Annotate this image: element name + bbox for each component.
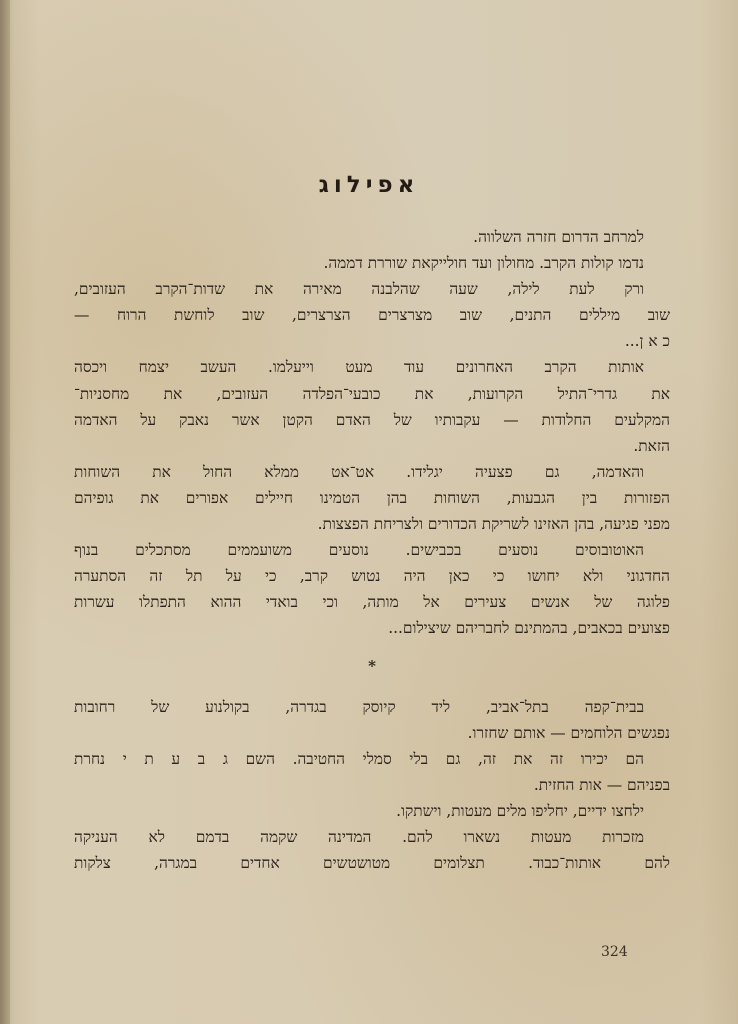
text-line: פצועים בכאבים, בהמתינם לחבריהם שיצילום... [388, 619, 670, 638]
paragraph-10 [74, 824, 670, 876]
paragraph-8 [74, 746, 670, 798]
text-line: למרחב הדרום חזרה השלווה. [473, 228, 644, 246]
text-line: בפניהם — אות החזית. [533, 775, 670, 794]
text-line: את גדרי־התיל הקרועות, את כובעי־הפלדה העזובים, את מחסניות־ [74, 384, 670, 403]
text-line: להם אותות־כבוד. תצלומים מטושטשים אחדים במגרה, צלקות [74, 854, 670, 873]
text-line: מפני פגיעה, בהן האזינו לשריקת הכדורים ולצריחת הפצצות. [317, 515, 670, 534]
page-number: 324 [601, 944, 628, 960]
section-divider: * [368, 656, 376, 675]
text-line: והאדמה, גם פצעיה יגלידו. אט־אט ממלא החול את השוחות [74, 462, 644, 481]
text-line: נדמו קולות הקרב. מחולון ועד חולייקאת שוררת דממה. [323, 254, 644, 273]
text-line: הפזורות בין הגבעות, השוחות בהן הטמינו חיילים אפורים את גופיהם [74, 488, 670, 507]
binding-edge [0, 0, 10, 1024]
text-line: ילחצו ידיים, יחליפו מלים מעטות, וישתקו. [396, 801, 644, 820]
text-line: החדגוני ולא יחושו כי כאן היה נטוש קרב, כי על תל זה הסתערה [74, 567, 670, 586]
paragraph-3 [74, 276, 670, 354]
text-line: ורק לעת לילה, שעה שהלבנה מאירה את שדות־הקרב העזובים, [74, 280, 644, 299]
text-line: כ א ן... [624, 332, 670, 351]
text-line: בבית־קפה בתל־אביב, ליד קיוסק בגדרה, בקולנוע של רחובות [74, 697, 644, 716]
paragraph-9 [74, 798, 670, 824]
paragraph-7 [74, 694, 670, 746]
paragraph-1 [74, 224, 670, 250]
text-line: פלוגה של אנשים צעירים אל מותה, וכי בואדי ההוא התפתלו עשרות [74, 593, 670, 612]
body-text [74, 224, 670, 876]
text-line: שוב מיללים התנים, שוב מצרצרים הצרצרים, שוב לוחשת הרוח — [74, 306, 670, 325]
paragraph-2 [74, 250, 670, 276]
text-line: הזאת. [633, 436, 670, 455]
text-line: הם יכירו זה את זה, גם בלי סמלי החטיבה. השם ג ב ע ת י נחרת [74, 749, 644, 768]
text-line: האוטובוסים נוסעים בכבישים. נוסעים משועממים מסתכלים בנוף [74, 541, 644, 560]
text-line: מזכרות מעטות נשארו להם. המדינה שקמה בדמם לא העניקה [74, 827, 644, 846]
chapter-heading: אפילוג [318, 172, 420, 198]
text-line: נפגשים הלוחמים — אותם שחזרו. [467, 723, 670, 742]
paragraph-4 [74, 354, 670, 458]
paragraph-6 [74, 537, 670, 641]
text-line: אותות הקרב האחרונים עוד מעט וייעלמו. העשב יצמח ויכסה [74, 358, 644, 377]
text-line: המקלעים החלודות — עקבותיו של האדם הקטן אשר נאבק על האדמה [74, 410, 670, 429]
paragraph-5 [74, 459, 670, 537]
